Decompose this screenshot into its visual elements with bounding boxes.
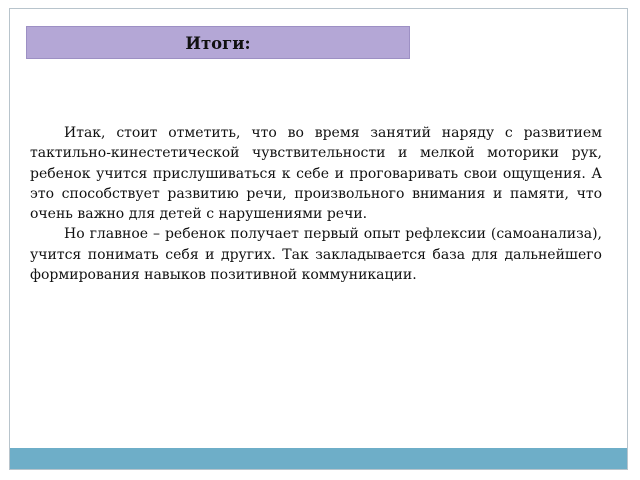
title-bar: [26, 26, 410, 59]
slide-title: Итоги:: [185, 34, 251, 53]
footer-bar: [10, 448, 627, 469]
paragraph-2: Но главное – ребенок получает первый опыт рефлексии (самоанализа), учится понимать себя и других. Так закладывается база для дальнейшего формирования навыков позитивной коммуникации.: [30, 226, 602, 284]
slide-body: [30, 123, 602, 285]
paragraph-1: Итак, стоит отметить, что во время занятий наряду с развитием тактильно-кинестетической чувствительности и мелкой моторики рук, ребенок учится прислушиваться к себе и проговаривать свои ощущения. А это способствует развитию речи, произвольного внимания и памяти, что очень важно для детей с нарушениями речи.: [30, 125, 602, 223]
